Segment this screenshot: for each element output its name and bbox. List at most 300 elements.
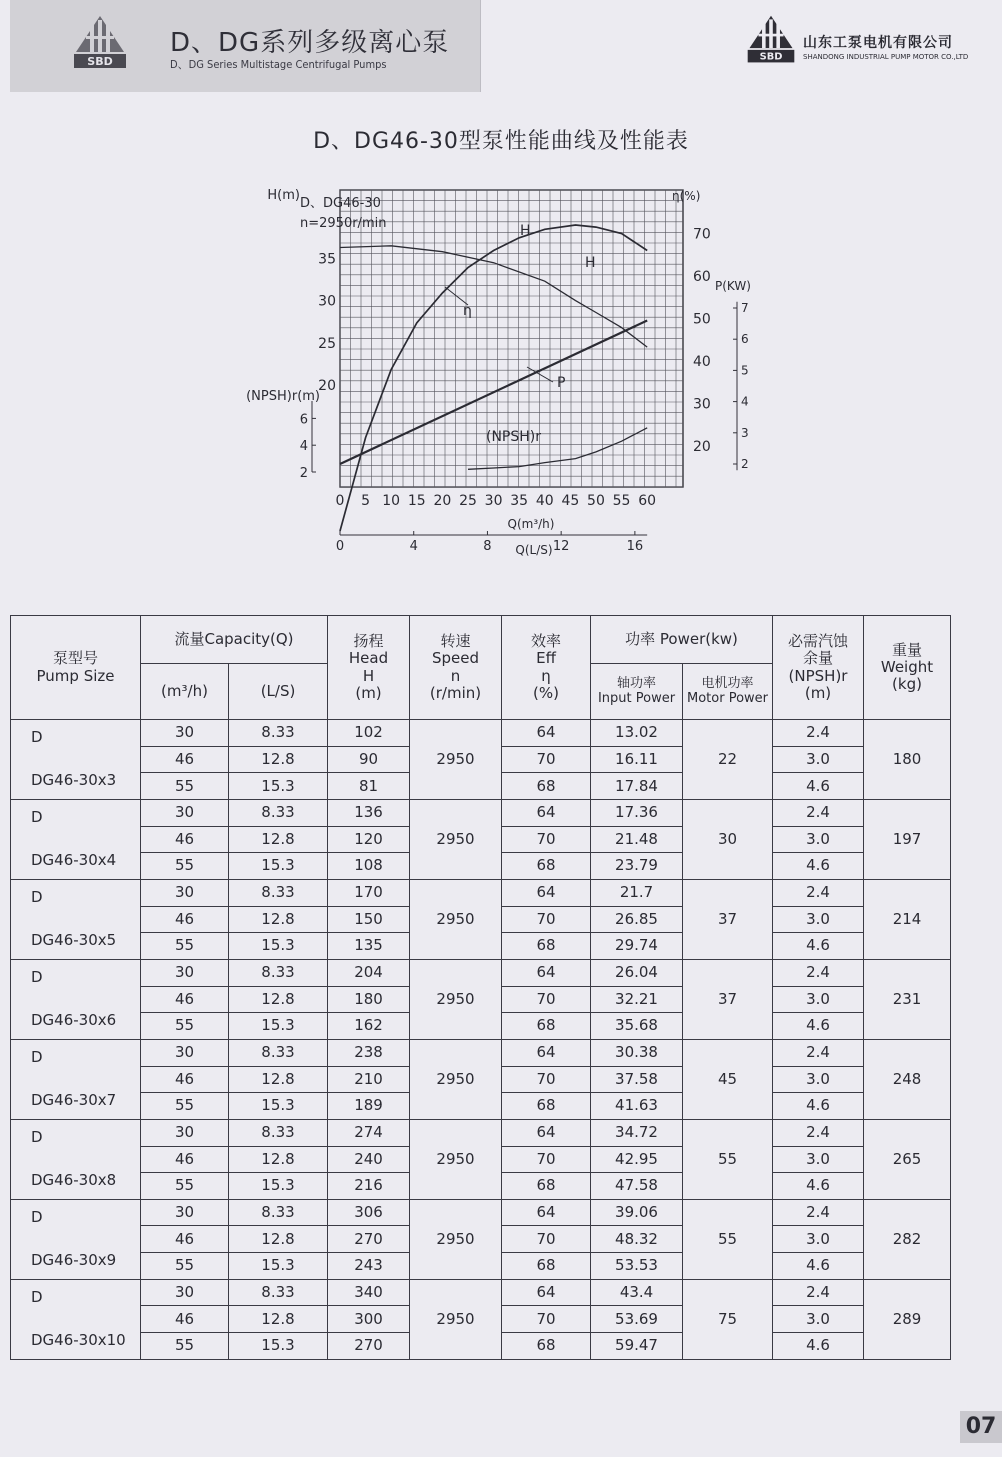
chart-subtitle: n=2950r/min [300,216,387,231]
eff-cell: 64 [502,1039,591,1066]
input-power-cell: 34.72 [591,1119,683,1146]
input-power-cell: 26.85 [591,906,683,933]
npsh-cell: 4.6 [773,1333,864,1360]
power-tick-label: 6 [741,332,749,347]
col-power: 功率 Power(kw) [591,616,773,664]
x-m3h-tick-label: 45 [561,493,580,509]
capacity-ls-cell: 12.8 [229,906,328,933]
capacity-ls-cell: 15.3 [229,1093,328,1120]
speed-cell: 2950 [410,799,502,879]
power-tick-label: 7 [741,301,749,315]
col-capacity-m3h: (m³/h) [141,664,229,720]
head-cell: 150 [328,906,410,933]
eff-cell: 70 [502,1146,591,1173]
speed-cell: 2950 [410,1199,502,1279]
npsh-cell: 3.0 [773,1226,864,1253]
head-cell: 270 [328,1333,410,1360]
input-power-cell: 13.02 [591,720,683,747]
col-speed-en: Speed [432,649,480,668]
input-power-cell: 59.47 [591,1333,683,1360]
col-speed-unit: (r/min) [429,683,482,702]
input-power-cell: 43.4 [591,1279,683,1306]
eff-cell: 64 [502,1279,591,1306]
model-cell [11,879,141,959]
series-title-en: D、DG Series Multistage Centrifugal Pumps [170,58,387,71]
q-m3h-axis-label: Q(m³/h) [507,517,555,531]
motor-power-cell: 45 [683,1039,773,1119]
col-weight-en: Weight [880,657,934,676]
eff-tick-label: 40 [693,354,711,370]
table-row [11,1279,951,1306]
col-model [11,616,141,720]
table-body [11,720,951,1360]
npsh-cell: 2.4 [773,799,864,826]
col-model-cn: 泵型号 [52,649,98,668]
weight-cell: 282 [864,1199,951,1279]
x-m3h-tick-label: 20 [433,493,452,509]
head-axis-label: H(m) [267,188,300,203]
head-tick-label: 25 [318,335,336,352]
eff-cell: 68 [502,933,591,960]
head-cell: 270 [328,1226,410,1253]
model-prefix: D [31,1288,43,1307]
x-m3h-tick-label: 30 [484,493,503,509]
capacity-m3h-cell: 30 [141,1119,229,1146]
chart-curves [340,223,647,531]
col-npsh-cn1: 必需汽蚀 [788,632,849,650]
weight-cell: 197 [864,799,951,879]
col-motor-power [683,664,773,720]
npsh-cell: 4.6 [773,933,864,960]
table-row [11,1039,951,1066]
capacity-ls-cell: 8.33 [229,799,328,826]
input-power-cell: 32.21 [591,986,683,1013]
head-cell: 162 [328,1013,410,1040]
weight-cell: 180 [864,720,951,800]
head-cell: 108 [328,853,410,880]
motor-power-cell: 37 [683,879,773,959]
capacity-m3h-cell: 30 [141,799,229,826]
capacity-m3h-cell: 55 [141,1253,229,1280]
capacity-m3h-cell: 30 [141,1039,229,1066]
npsh-cell: 4.6 [773,1093,864,1120]
model-name: DG46-30x8 [31,1171,117,1190]
head-cell: 240 [328,1146,410,1173]
capacity-ls-cell: 15.3 [229,1253,328,1280]
power-tick-label: 3 [741,425,749,440]
model-name: DG46-30x9 [31,1251,117,1270]
npsh-cell: 3.0 [773,1146,864,1173]
model-cell [11,1199,141,1279]
npsh-cell: 2.4 [773,1039,864,1066]
npsh-cell: 2.4 [773,959,864,986]
head-cell: 189 [328,1093,410,1120]
head-cell: 306 [328,1199,410,1226]
npsh-axis-label: (NPSH)r(m) [246,389,320,404]
col-capacity: 流量Capacity(Q) [141,616,328,664]
col-npsh [773,616,864,720]
eff-cell: 68 [502,773,591,800]
capacity-m3h-cell: 30 [141,879,229,906]
speed-cell: 2950 [410,720,502,800]
input-power-cell: 53.69 [591,1306,683,1333]
head-cell: 81 [328,773,410,800]
motor-power-cell: 37 [683,959,773,1039]
header-banner [10,0,481,92]
npsh-cell: 2.4 [773,1119,864,1146]
head-cell: 120 [328,826,410,853]
input-power-cell: 21.48 [591,826,683,853]
col-speed-sym: n [450,666,461,685]
npsh-cell: 3.0 [773,1306,864,1333]
col-weight [864,616,951,720]
x-m3h-tick-label: 40 [535,493,554,509]
eff-cell: 70 [502,1226,591,1253]
model-cell [11,1119,141,1199]
performance-chart [220,175,780,569]
company-name-cn: 山东工泵电机有限公司 [803,35,953,51]
capacity-m3h-cell: 46 [141,1306,229,1333]
company-logo [68,14,132,72]
input-power-cell: 39.06 [591,1199,683,1226]
input-power-cell: 53.53 [591,1253,683,1280]
x-m3h-tick-label: 50 [587,493,605,509]
capacity-ls-cell: 8.33 [229,1119,328,1146]
eff-cell: 68 [502,1173,591,1200]
input-power-cell: 48.32 [591,1226,683,1253]
model-prefix: D [31,1128,43,1147]
q-ls-axis-label: Q(L/S) [515,543,553,557]
head-curve [340,246,647,347]
eff-cell: 68 [502,1333,591,1360]
efficiency-curve [340,225,647,531]
x-m3h-tick-label: 5 [361,493,371,509]
table-row [11,879,951,906]
capacity-m3h-cell: 30 [141,1279,229,1306]
input-power-cell: 37.58 [591,1066,683,1093]
table-row [11,799,951,826]
capacity-m3h-cell: 55 [141,1093,229,1120]
col-eff-unit: (%) [533,683,559,702]
capacity-m3h-cell: 46 [141,1066,229,1093]
eff-cell: 70 [502,986,591,1013]
model-cell [11,799,141,879]
model-name: DG46-30x10 [31,1331,126,1350]
capacity-m3h-cell: 55 [141,1013,229,1040]
model-name: DG46-30x3 [31,771,117,790]
table-row [11,1199,951,1226]
head-curve-label: H [520,223,531,239]
head-cell: 243 [328,1253,410,1280]
capacity-m3h-cell: 46 [141,1146,229,1173]
head-cell: 135 [328,933,410,960]
speed-cell: 2950 [410,959,502,1039]
logo-text-right: SBD [759,51,783,63]
capacity-ls-cell: 12.8 [229,1306,328,1333]
capacity-ls-cell: 12.8 [229,826,328,853]
col-model-en: Pump Size [36,666,115,685]
motor-power-cell: 30 [683,799,773,879]
capacity-ls-cell: 12.8 [229,1066,328,1093]
col-input-power [591,664,683,720]
col-motor-power-en: Motor Power [687,690,769,706]
eff-cell: 64 [502,879,591,906]
eff-tick-label: 60 [693,269,711,285]
chart-title: D、DG46-30 [300,196,381,211]
x-ls-tick-label: 16 [626,539,644,554]
chart-axes [300,227,749,555]
head-tick-label: 35 [318,251,336,268]
model-prefix: D [31,808,43,827]
col-head [328,616,410,720]
npsh-cell: 2.4 [773,879,864,906]
model-name: DG46-30x6 [31,1011,117,1030]
model-cell [11,720,141,800]
page-number: 07 [960,1411,1002,1443]
capacity-ls-cell: 12.8 [229,1146,328,1173]
power-curve-label: P [557,375,566,391]
col-speed [410,616,502,720]
npsh-tick-label: 4 [299,439,308,455]
eff-cell: 64 [502,799,591,826]
eff-cell: 68 [502,1253,591,1280]
power-tick-label: 2 [741,457,749,471]
npsh-cell: 3.0 [773,986,864,1013]
x-m3h-tick-label: 15 [407,493,426,509]
model-cell [11,1039,141,1119]
series-title-cn: D、DG系列多级离心泵 [170,28,450,58]
head-cell: 274 [328,1119,410,1146]
model-name: DG46-30x4 [31,851,117,870]
input-power-cell: 30.38 [591,1039,683,1066]
capacity-ls-cell: 12.8 [229,746,328,773]
weight-cell: 214 [864,879,951,959]
head-cell: 216 [328,1173,410,1200]
npsh-tick-label: 6 [299,412,308,428]
npsh-curve-label: (NPSH)r [486,429,542,445]
capacity-m3h-cell: 46 [141,746,229,773]
eff-cell: 64 [502,720,591,747]
eff-tick-label: 30 [693,396,711,413]
input-power-cell: 21.7 [591,879,683,906]
eff-cell: 70 [502,906,591,933]
capacity-ls-cell: 15.3 [229,933,328,960]
eff-cell: 64 [502,1199,591,1226]
x-ls-tick-label: 4 [409,539,418,554]
head-tick-label: 30 [318,293,336,310]
eff-cell: 70 [502,826,591,853]
power-axis-label: P(KW) [715,279,751,293]
col-npsh-cn2: 余量 [803,649,834,668]
head-tick-label: 20 [318,378,336,395]
capacity-ls-cell: 15.3 [229,773,328,800]
table-row [11,1119,951,1146]
x-m3h-tick-label: 10 [382,493,401,509]
weight-cell: 289 [864,1279,951,1359]
npsh-cell: 4.6 [773,853,864,880]
model-prefix: D [31,1208,43,1227]
capacity-ls-cell: 8.33 [229,720,328,747]
x-m3h-tick-label: 35 [510,493,529,509]
input-power-cell: 35.68 [591,1013,683,1040]
col-npsh-unit: (m) [804,683,832,702]
capacity-ls-cell: 8.33 [229,1039,328,1066]
input-power-cell: 16.11 [591,746,683,773]
npsh-cell: 3.0 [773,906,864,933]
col-weight-cn: 重量 [892,640,923,659]
eff-tick-label: 20 [693,439,711,455]
capacity-ls-cell: 15.3 [229,1333,328,1360]
input-power-cell: 42.95 [591,1146,683,1173]
capacity-m3h-cell: 55 [141,933,229,960]
model-prefix: D [31,728,43,747]
head-cell: 300 [328,1306,410,1333]
eff-cell: 70 [502,1066,591,1093]
speed-cell: 2950 [410,1279,502,1359]
capacity-m3h-cell: 55 [141,853,229,880]
npsh-cell: 3.0 [773,826,864,853]
capacity-ls-cell: 12.8 [229,1226,328,1253]
speed-cell: 2950 [410,1119,502,1199]
npsh-cell: 4.6 [773,1253,864,1280]
npsh-cell: 4.6 [773,1013,864,1040]
x-ls-tick-label: 12 [552,539,570,554]
capacity-ls-cell: 15.3 [229,853,328,880]
capacity-m3h-cell: 30 [141,720,229,747]
model-prefix: D [31,1048,43,1067]
input-power-cell: 17.84 [591,773,683,800]
input-power-cell: 26.04 [591,959,683,986]
performance-table [10,615,951,1360]
capacity-m3h-cell: 55 [141,1333,229,1360]
eff-tick-label: 50 [693,311,711,328]
eff-curve-label: η [463,303,472,319]
model-cell [11,1279,141,1359]
head-cell: 204 [328,959,410,986]
input-power-cell: 41.63 [591,1093,683,1120]
col-eff-en: Eff [536,649,556,668]
col-input-power-en: Input Power [597,690,676,706]
eff-cell: 68 [502,1093,591,1120]
col-capacity-ls: (L/S) [229,664,328,720]
col-speed-cn: 转速 [440,632,471,650]
power-tick-label: 4 [741,394,749,409]
capacity-ls-cell: 12.8 [229,986,328,1013]
col-head-en: Head [348,649,389,668]
motor-power-cell: 55 [683,1199,773,1279]
table-row [11,959,951,986]
model-prefix: D [31,968,43,987]
col-head-unit: (m) [355,683,382,702]
head-cell: 238 [328,1039,410,1066]
col-weight-unit: (kg) [892,675,922,694]
x-ls-tick-label: 0 [335,539,345,554]
npsh-cell: 2.4 [773,1279,864,1306]
col-eff [502,616,591,720]
head-cell: 170 [328,879,410,906]
weight-cell: 265 [864,1119,951,1199]
x-ls-tick-label: 8 [483,539,492,554]
x-m3h-tick-label: 60 [638,493,657,509]
x-m3h-tick-label: 55 [612,493,631,509]
model-name: DG46-30x7 [31,1091,117,1110]
capacity-m3h-cell: 55 [141,1173,229,1200]
head-cell: 136 [328,799,410,826]
company-logo-right [742,14,800,66]
col-input-power-cn: 轴功率 [617,675,657,691]
head-cell: 340 [328,1279,410,1306]
head-cell: 180 [328,986,410,1013]
capacity-m3h-cell: 46 [141,1226,229,1253]
input-power-cell: 23.79 [591,853,683,880]
eff-cell: 70 [502,746,591,773]
performance-chart-svg [220,175,780,565]
eff-cell: 68 [502,853,591,880]
capacity-ls-cell: 8.33 [229,959,328,986]
eff-cell: 68 [502,1013,591,1040]
col-head-cn: 扬程 [353,632,384,650]
capacity-ls-cell: 15.3 [229,1013,328,1040]
eff-axis-label: η(%) [672,189,701,203]
npsh-cell: 2.4 [773,720,864,747]
col-motor-power-cn: 电机功率 [701,675,754,691]
table-row [11,720,951,747]
col-npsh-en: (NPSH)r [788,666,848,685]
speed-cell: 2950 [410,1039,502,1119]
npsh-cell: 2.4 [773,1199,864,1226]
capacity-m3h-cell: 30 [141,959,229,986]
col-eff-sym: η [541,666,551,685]
capacity-ls-cell: 15.3 [229,1173,328,1200]
capacity-ls-cell: 8.33 [229,1199,328,1226]
x-m3h-tick-label: 0 [335,493,345,509]
logo-text: SBD [87,55,113,68]
company-name-en: SHANDONG INDUSTRIAL PUMP MOTOR CO.,LTD [803,53,969,61]
eff-cell: 70 [502,1306,591,1333]
col-head-sym: H [362,666,375,685]
motor-power-cell: 22 [683,720,773,800]
x-m3h-tick-label: 25 [459,493,477,509]
npsh-tick-label: 2 [299,466,308,481]
speed-cell: 2950 [410,879,502,959]
eff-cell: 64 [502,1119,591,1146]
weight-cell: 231 [864,959,951,1039]
capacity-ls-cell: 8.33 [229,1279,328,1306]
head-cell: 102 [328,720,410,747]
capacity-m3h-cell: 46 [141,826,229,853]
npsh-cell: 4.6 [773,773,864,800]
model-name: DG46-30x5 [31,931,117,950]
model-prefix: D [31,888,43,907]
motor-power-cell: 75 [683,1279,773,1359]
col-eff-cn: 效率 [531,632,562,650]
capacity-m3h-cell: 55 [141,773,229,800]
weight-cell: 248 [864,1039,951,1119]
motor-power-cell: 55 [683,1119,773,1199]
capacity-ls-cell: 8.33 [229,879,328,906]
npsh-cell: 4.6 [773,1173,864,1200]
capacity-m3h-cell: 46 [141,906,229,933]
model-cell [11,959,141,1039]
input-power-cell: 47.58 [591,1173,683,1200]
npsh-cell: 3.0 [773,746,864,773]
npsh-cell: 3.0 [773,1066,864,1093]
head-cell: 210 [328,1066,410,1093]
capacity-m3h-cell: 46 [141,986,229,1013]
input-power-cell: 17.36 [591,799,683,826]
input-power-cell: 29.74 [591,933,683,960]
page-title: D、DG46-30型泵性能曲线及性能表 [313,129,689,154]
